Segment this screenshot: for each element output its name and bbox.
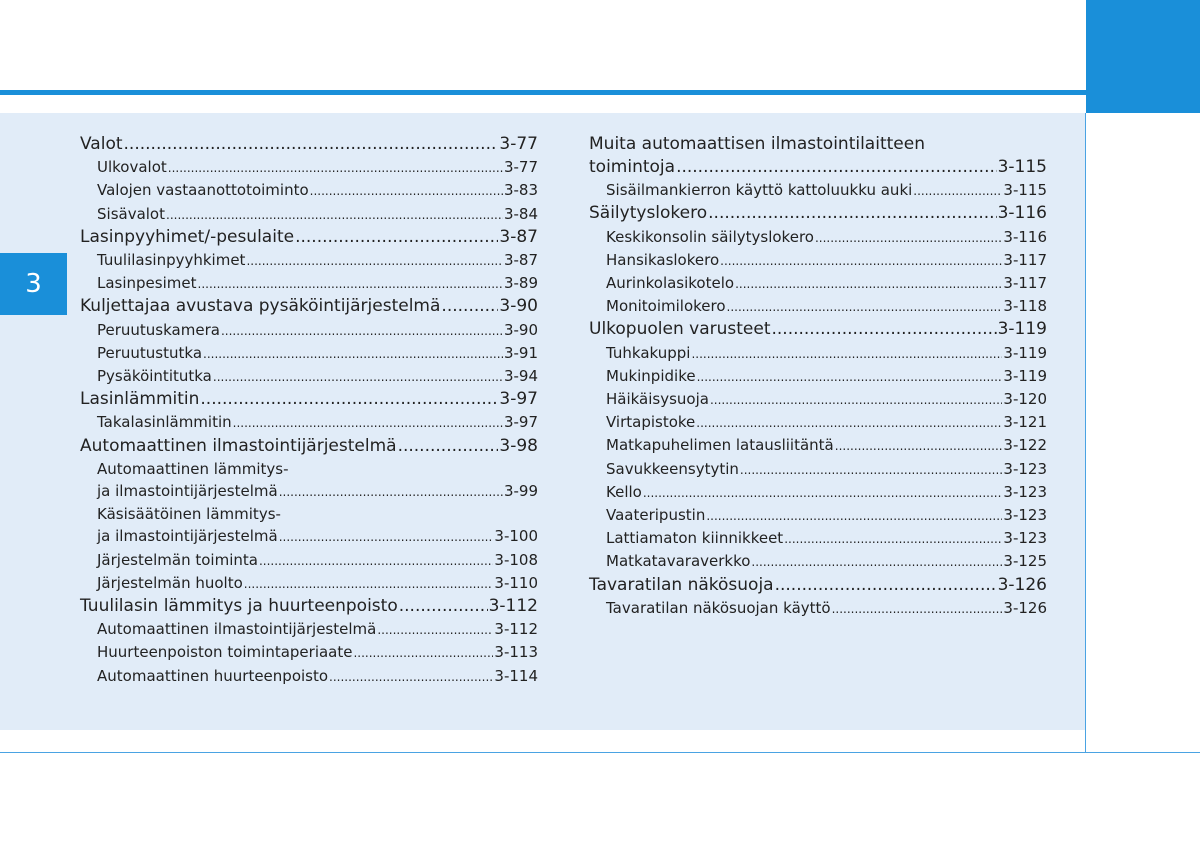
toc-page-number: 3-122 — [1003, 436, 1047, 455]
toc-entry-title: Keskikonsolin säilytyslokero — [606, 227, 814, 246]
toc-subsection-entry[interactable] — [589, 527, 1047, 550]
dot-leader — [244, 573, 494, 595]
dot-leader — [168, 157, 503, 179]
toc-entry-title: Automaattinen ilmastointijärjestelmä — [80, 435, 397, 456]
dot-leader — [441, 295, 498, 318]
toc-subsection-entry[interactable] — [589, 342, 1047, 365]
toc-entry-title: Tavaratilan näkösuojan käyttö — [606, 598, 831, 617]
toc-page-number: 3-99 — [503, 482, 538, 501]
dot-leader — [124, 133, 499, 156]
dot-leader — [398, 435, 499, 458]
toc-page-number: 3-97 — [503, 413, 538, 432]
toc-page-number: 3-123 — [1003, 482, 1047, 501]
dot-leader — [735, 273, 1002, 295]
toc-section-entry[interactable] — [80, 435, 538, 458]
toc-entry-title: Kello — [606, 482, 642, 501]
toc-entry-title-line: Automaattinen lämmitys- — [97, 459, 289, 478]
toc-page-number: 3-116 — [1003, 227, 1047, 246]
dot-leader — [198, 273, 503, 295]
dot-leader — [913, 180, 1002, 202]
dot-leader — [771, 318, 996, 341]
toc-subsection-entry[interactable] — [589, 179, 1047, 202]
toc-subsection-entry[interactable] — [80, 549, 538, 572]
toc-subsection-entry[interactable] — [80, 665, 538, 688]
dot-leader — [710, 389, 1002, 411]
toc-subsection-entry[interactable] — [589, 226, 1047, 249]
dot-leader — [259, 550, 493, 572]
toc-page-number: 3-77 — [499, 134, 538, 154]
dot-leader — [166, 204, 503, 226]
dot-leader — [832, 598, 1003, 620]
toc-entry-title: Tuulilasinpyyhkimet — [97, 251, 246, 270]
toc-page-number: 3-123 — [1003, 459, 1047, 478]
toc-entry-title: Mukinpidike — [606, 366, 696, 385]
toc-entry-title: Ulkopuolen varusteet — [589, 319, 771, 340]
toc-page-number: 3-113 — [494, 643, 538, 662]
dot-leader — [775, 574, 997, 597]
toc-entry-title: Matkatavaraverkko — [606, 552, 751, 571]
dot-leader — [727, 296, 1003, 318]
toc-entry-title: Lasinlämmitin — [80, 389, 200, 410]
toc-entry-title: Automaattinen huurteenpoisto — [97, 666, 329, 685]
toc-entry-title: Lasinpyyhimet/-pesulaite — [80, 226, 295, 247]
dot-leader — [353, 642, 493, 664]
toc-entry-title: Häikäisysuoja — [606, 390, 709, 409]
dot-leader — [815, 227, 1002, 249]
toc-page-number: 3-89 — [503, 274, 538, 293]
corner-tab — [1086, 0, 1200, 113]
dot-leader — [708, 202, 996, 225]
toc-page-number: 3-115 — [1003, 181, 1047, 200]
toc-page-number: 3-112 — [488, 596, 538, 617]
toc-entry-title: Hansikaslokero — [606, 250, 720, 269]
toc-entry-title: Takalasinlämmitin — [97, 413, 232, 432]
toc-entry-title: Pysäköintitutka — [97, 367, 212, 386]
toc-subsection-entry[interactable] — [80, 618, 538, 641]
toc-subsection-entry[interactable] — [589, 295, 1047, 318]
toc-subsection-entry[interactable] — [589, 434, 1047, 457]
toc-entry-title: Valot — [80, 134, 123, 154]
toc-page-number: 3-97 — [499, 389, 538, 410]
toc-subsection-entry[interactable] — [589, 365, 1047, 388]
dot-leader — [751, 551, 1002, 573]
toc-section-entry[interactable] — [80, 226, 538, 249]
toc-section-entry[interactable] — [80, 388, 538, 411]
toc-entry-title: Lasinpesimet — [97, 274, 197, 293]
toc-section-entry[interactable] — [80, 133, 538, 156]
toc-subsection-entry[interactable] — [589, 458, 1047, 481]
dot-leader — [835, 435, 1003, 457]
toc-subsection-entry[interactable] — [80, 641, 538, 664]
toc-entry-title: Virtapistoke — [606, 413, 696, 432]
toc-subsection-entry[interactable] — [80, 365, 538, 388]
toc-subsection-entry[interactable] — [80, 249, 538, 272]
dot-leader — [691, 343, 1002, 365]
toc-entry-title: Automaattinen ilmastointijärjestelmä — [97, 620, 377, 639]
toc-entry-title: Peruutustutka — [97, 343, 203, 362]
toc-section-entry[interactable] — [589, 156, 1047, 179]
toc-page-number: 3-84 — [503, 204, 538, 223]
toc-entry-title: Vaateripustin — [606, 506, 706, 525]
toc-page-number: 3-119 — [1003, 366, 1047, 385]
dot-leader — [279, 526, 494, 548]
toc-page-number: 3-114 — [494, 666, 538, 685]
toc-entry-title: Sisäilmankierron käyttö kattoluukku auki — [606, 181, 913, 200]
toc-entry-title: Tuhkakuppi — [606, 343, 691, 362]
dot-leader — [784, 528, 1002, 550]
toc-subsection-entry[interactable] — [589, 272, 1047, 295]
toc-entry-title-line: Muita automaattisen ilmastointilaitteen — [589, 134, 925, 154]
toc-entry-title: Järjestelmän toiminta — [97, 550, 258, 569]
toc-entry-title: Valojen vastaanottotoiminto — [97, 181, 309, 200]
toc-section-entry[interactable] — [80, 295, 538, 318]
toc-page-number: 3-120 — [1003, 390, 1047, 409]
dot-leader — [706, 505, 1002, 527]
toc-page-number: 3-117 — [1003, 250, 1047, 269]
toc-entry-title: Ulkovalot — [97, 158, 167, 177]
toc-subsection-entry[interactable] — [589, 388, 1047, 411]
dot-leader — [213, 366, 503, 388]
toc-entry-title: Monitoimilokero — [606, 297, 726, 316]
toc-subsection-entry[interactable] — [80, 319, 538, 342]
toc-page-number: 3-116 — [997, 203, 1047, 224]
toc-entry-title: Kuljettajaa avustava pysäköintijärjestelmä — [80, 296, 441, 317]
toc-subsection-entry[interactable] — [80, 179, 538, 202]
toc-entry-title: toimintoja — [589, 157, 676, 177]
toc-page-number: 3-87 — [499, 226, 538, 247]
toc-entry-title: Säilytyslokero — [589, 203, 708, 224]
dot-leader — [310, 180, 503, 202]
toc-page-number: 3-100 — [494, 527, 538, 546]
toc-section-entry[interactable] — [80, 595, 538, 618]
top-rule — [0, 90, 1086, 95]
toc-entry-title: Tuulilasin lämmitys ja huurteenpoisto — [80, 596, 398, 617]
toc-entry-title: ja ilmastointijärjestelmä — [97, 527, 278, 546]
toc-page-number: 3-119 — [1003, 343, 1047, 362]
toc-page-number: 3-110 — [494, 573, 538, 592]
dot-leader — [295, 226, 498, 249]
toc-subsection-entry[interactable] — [589, 597, 1047, 620]
dot-leader — [676, 156, 997, 179]
toc-subsection-entry[interactable] — [589, 249, 1047, 272]
toc-page-number: 3-90 — [503, 320, 538, 339]
toc-page-number: 3-87 — [503, 251, 538, 270]
toc-page-number: 3-125 — [1003, 552, 1047, 571]
toc-subsection-entry[interactable] — [589, 504, 1047, 527]
toc-page-number: 3-119 — [997, 319, 1047, 340]
dot-leader — [203, 343, 503, 365]
toc-entry-title: Aurinkolasikotelo — [606, 274, 735, 293]
bottom-rule — [0, 752, 1200, 753]
toc-page-number: 3-126 — [1003, 598, 1047, 617]
toc-page-number: 3-91 — [503, 343, 538, 362]
toc-page-number: 3-121 — [1003, 413, 1047, 432]
dot-leader — [696, 412, 1002, 434]
toc-right-column — [589, 133, 1047, 620]
toc-subsection-entry[interactable] — [80, 525, 538, 548]
dot-leader — [399, 595, 488, 618]
dot-leader — [697, 366, 1003, 388]
dot-leader — [643, 482, 1003, 504]
dot-leader — [720, 250, 1002, 272]
toc-subsection-entry[interactable] — [80, 480, 538, 503]
toc-entry-title: Järjestelmän huolto — [97, 573, 243, 592]
toc-entry-title: Peruutuskamera — [97, 320, 220, 339]
toc-subsection-entry[interactable] — [589, 550, 1047, 573]
dot-leader — [200, 388, 498, 411]
toc-left-column — [80, 133, 538, 688]
toc-section-entry[interactable] — [589, 202, 1047, 225]
toc-page-number: 3-112 — [494, 620, 538, 639]
right-divider-line — [1085, 113, 1086, 753]
toc-section-entry[interactable] — [589, 574, 1047, 597]
toc-section-entry[interactable] — [589, 318, 1047, 341]
toc-subsection-entry[interactable] — [80, 156, 538, 179]
toc-entry-title: ja ilmastointijärjestelmä — [97, 482, 278, 501]
dot-leader — [377, 619, 493, 641]
toc-page-number: 3-90 — [499, 296, 538, 317]
dot-leader — [246, 250, 503, 272]
toc-page-number: 3-118 — [1003, 297, 1047, 316]
toc-subsection-entry[interactable] — [80, 411, 538, 434]
toc-page-number: 3-77 — [503, 158, 538, 177]
toc-page-number: 3-123 — [1003, 506, 1047, 525]
toc-page-number: 3-83 — [503, 181, 538, 200]
toc-entry-title: Sisävalot — [97, 204, 165, 223]
toc-subsection-entry[interactable] — [589, 481, 1047, 504]
chapter-tab: 3 — [0, 253, 67, 315]
toc-subsection-entry[interactable] — [589, 411, 1047, 434]
toc-page-number: 3-123 — [1003, 529, 1047, 548]
dot-leader — [279, 481, 503, 503]
toc-entry-title: Savukkeensytytin — [606, 459, 739, 478]
toc-page-number: 3-115 — [997, 157, 1047, 177]
dot-leader — [329, 666, 493, 688]
dot-leader — [233, 412, 503, 434]
toc-page-number: 3-126 — [997, 574, 1047, 595]
toc-subsection-entry[interactable] — [80, 203, 538, 226]
toc-subsection-entry[interactable] — [80, 342, 538, 365]
toc-subsection-entry[interactable] — [80, 572, 538, 595]
toc-subsection-entry[interactable] — [80, 272, 538, 295]
dot-leader — [221, 320, 503, 342]
toc-entry-title: Matkapuhelimen latausliitäntä — [606, 436, 834, 455]
right-margin-panel — [1086, 113, 1200, 730]
toc-entry-title-line: Käsisäätöinen lämmitys- — [97, 505, 281, 524]
dot-leader — [740, 459, 1003, 481]
toc-entry-title: Huurteenpoiston toimintaperiaate — [97, 643, 353, 662]
toc-page-number: 3-98 — [499, 435, 538, 456]
toc-page-number: 3-94 — [503, 367, 538, 386]
toc-entry-title: Tavaratilan näkösuoja — [589, 574, 774, 595]
toc-page-number: 3-117 — [1003, 274, 1047, 293]
toc-page-number: 3-108 — [494, 550, 538, 569]
toc-entry-title: Lattiamaton kiinnikkeet — [606, 529, 784, 548]
